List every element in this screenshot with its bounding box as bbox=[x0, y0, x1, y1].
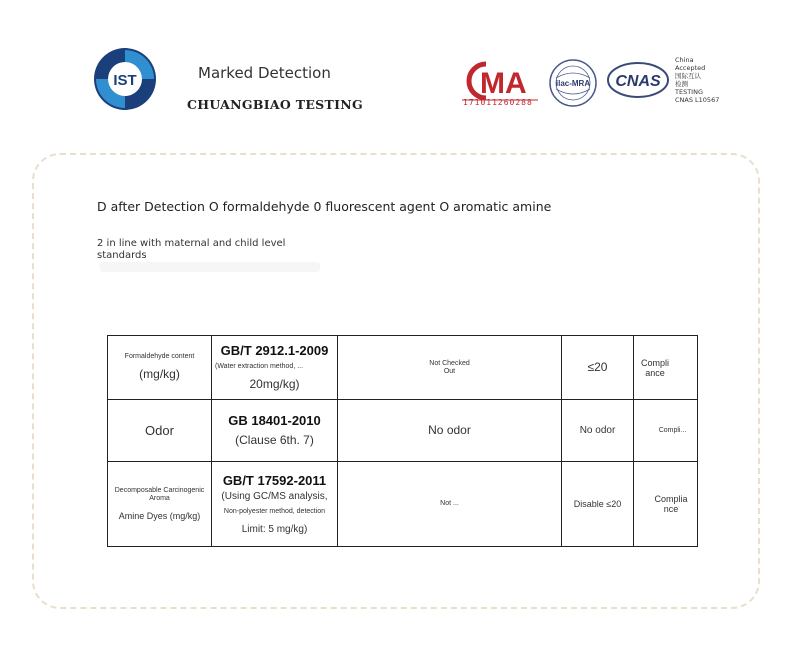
cnas-side-line: TESTING bbox=[675, 88, 703, 96]
value-cell bbox=[562, 462, 634, 547]
test-results-table bbox=[107, 335, 698, 547]
standard-limit: Limit: 5 mg/kg) bbox=[241, 524, 308, 535]
verdict-cell bbox=[634, 336, 698, 400]
cnas-side-text bbox=[675, 56, 719, 104]
cnas-side-line: CNAS L10567 bbox=[675, 96, 720, 104]
item-cell bbox=[108, 336, 212, 400]
value-text: Disable ≤20 bbox=[573, 499, 622, 509]
standard-note: Non-polyester method, detection bbox=[223, 508, 326, 515]
ilac-mra-logo-icon bbox=[548, 58, 598, 108]
result-cell bbox=[338, 336, 562, 400]
standard-cell bbox=[212, 336, 338, 400]
page-header bbox=[0, 0, 790, 140]
faded-text-placeholder bbox=[100, 262, 320, 272]
value-cell bbox=[562, 400, 634, 462]
table-row bbox=[108, 336, 698, 400]
certification-logos bbox=[460, 52, 730, 118]
result-text: Not Checked Out bbox=[429, 359, 470, 375]
result-cell bbox=[338, 462, 562, 547]
verdict-text: Compli ance bbox=[640, 357, 669, 378]
cnas-side-line: 检测 bbox=[675, 80, 688, 88]
cnas-logo-icon bbox=[606, 60, 670, 100]
standard-method: (Clause 6th. 7) bbox=[235, 433, 314, 447]
table-row bbox=[108, 400, 698, 462]
standard-code: GB 18401-2010 bbox=[228, 413, 321, 428]
item-cell bbox=[108, 462, 212, 547]
ist-logo-icon bbox=[92, 46, 158, 112]
result-cell bbox=[338, 400, 562, 462]
value-cell bbox=[562, 336, 634, 400]
result-text: Not ... bbox=[440, 500, 459, 507]
ist-logo-text: IST bbox=[113, 72, 137, 89]
verdict-cell bbox=[634, 400, 698, 462]
standard-limit: 20mg/kg) bbox=[249, 377, 300, 391]
standard-code: GB/T 17592-2011 bbox=[222, 473, 327, 488]
standard-method: (Using GC/MS analysis, bbox=[221, 491, 328, 502]
item-unit: (mg/kg) bbox=[139, 367, 180, 381]
standard-cell bbox=[212, 400, 338, 462]
cnas-side-line: China bbox=[675, 56, 694, 64]
cnas-logo-text: CNAS bbox=[615, 73, 661, 90]
item-label: Odor bbox=[145, 423, 174, 438]
item-label: Decomposable Carcinogenic Aroma bbox=[114, 487, 205, 502]
table-row bbox=[108, 462, 698, 547]
standard-code: GB/T 2912.1-2009 bbox=[220, 343, 329, 358]
cnas-side-line: Accepted bbox=[675, 64, 706, 72]
standard-method: (Water extraction method, ... bbox=[215, 363, 304, 370]
verdict-cell bbox=[634, 462, 698, 547]
value-text: ≤20 bbox=[587, 360, 608, 374]
value-text: No odor bbox=[579, 424, 616, 436]
cma-number: 171011260288 bbox=[463, 98, 533, 107]
standard-cell bbox=[212, 462, 338, 547]
standards-subline: 2 in line with maternal and child level standards bbox=[97, 238, 286, 261]
brand-subtitle: CHUANGBIAO TESTING bbox=[187, 97, 363, 112]
item-label: Formaldehyde content bbox=[124, 353, 195, 360]
brand-title: Marked Detection bbox=[198, 64, 331, 82]
cma-logo-text: MA bbox=[480, 67, 527, 100]
verdict-text: Complia nce bbox=[654, 494, 688, 514]
item-cell bbox=[108, 400, 212, 462]
detection-headline: D after Detection O formaldehyde 0 fluorescent agent O aromatic amine bbox=[97, 199, 552, 214]
item-unit: Amine Dyes (mg/kg) bbox=[118, 511, 201, 521]
verdict-text: Compli... bbox=[658, 426, 687, 434]
result-text: No odor bbox=[428, 423, 471, 437]
ilac-logo-text: ilac-MRA bbox=[555, 79, 591, 88]
cnas-side-line: 国际互认 bbox=[675, 72, 701, 80]
